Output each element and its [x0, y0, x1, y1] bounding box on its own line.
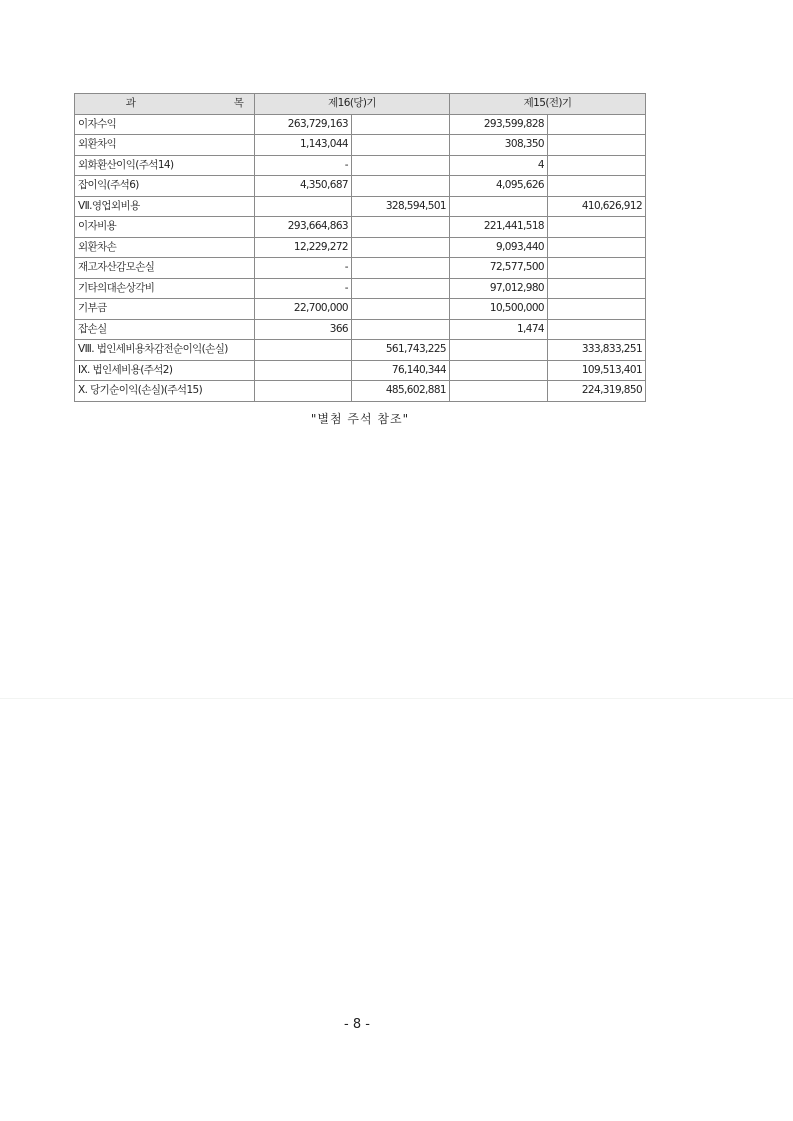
previous-total: 224,319,850: [548, 381, 646, 402]
row-label: 기타의대손상각비: [75, 278, 255, 299]
current-total: [352, 258, 450, 279]
row-label: 잡이익(주석6): [75, 176, 255, 197]
row-label: Ⅸ. 법인세비용(주석2): [75, 360, 255, 381]
row-label: 잡손실: [75, 319, 255, 340]
previous-subamount: 9,093,440: [450, 237, 548, 258]
previous-subamount: 1,474: [450, 319, 548, 340]
current-total: 76,140,344: [352, 360, 450, 381]
previous-subamount: 72,577,500: [450, 258, 548, 279]
row-label: Ⅶ.영업외비용: [75, 196, 255, 217]
income-statement-table: [74, 93, 646, 402]
table-row: [75, 217, 646, 238]
previous-subamount: [450, 360, 548, 381]
notes-reference: "별첨 주석 참조": [310, 412, 410, 426]
current-total: [352, 319, 450, 340]
row-label: 외화환산이익(주석14): [75, 155, 255, 176]
current-total: 328,594,501: [352, 196, 450, 217]
table-header-row: [75, 94, 646, 115]
current-total: [352, 135, 450, 156]
previous-subamount: 221,441,518: [450, 217, 548, 238]
current-total: [352, 155, 450, 176]
previous-total: 410,626,912: [548, 196, 646, 217]
current-subamount: 22,700,000: [255, 299, 352, 320]
current-subamount: [255, 360, 352, 381]
subject-header: [75, 94, 255, 115]
table-row: [75, 196, 646, 217]
current-subamount: 366: [255, 319, 352, 340]
current-subamount: -: [255, 258, 352, 279]
current-period-header: 제16(당)기: [255, 94, 450, 115]
current-total: [352, 217, 450, 238]
previous-total: [548, 278, 646, 299]
row-label: 이자수익: [75, 114, 255, 135]
current-total: [352, 237, 450, 258]
table-row: [75, 258, 646, 279]
row-label: 이자비용: [75, 217, 255, 238]
current-subamount: -: [255, 155, 352, 176]
previous-total: [548, 155, 646, 176]
previous-total: [548, 217, 646, 238]
previous-subamount: 10,500,000: [450, 299, 548, 320]
scan-divider-line: [0, 698, 793, 699]
current-total: [352, 299, 450, 320]
current-subamount: 263,729,163: [255, 114, 352, 135]
current-total: [352, 114, 450, 135]
row-label: 재고자산감모손실: [75, 258, 255, 279]
previous-total: [548, 237, 646, 258]
subject-header-part1: 과: [125, 97, 136, 110]
current-subamount: 12,229,272: [255, 237, 352, 258]
previous-subamount: 308,350: [450, 135, 548, 156]
current-subamount: 1,143,044: [255, 135, 352, 156]
previous-total: [548, 258, 646, 279]
previous-total: [548, 135, 646, 156]
table-row: [75, 135, 646, 156]
current-subamount: 4,350,687: [255, 176, 352, 197]
current-total: 561,743,225: [352, 340, 450, 361]
table-row: [75, 237, 646, 258]
previous-total: [548, 176, 646, 197]
table-row: [75, 278, 646, 299]
previous-total: [548, 299, 646, 320]
current-subamount: [255, 381, 352, 402]
previous-subamount: [450, 381, 548, 402]
table-row: [75, 176, 646, 197]
row-label: Ⅷ. 법인세비용차감전순이익(손실): [75, 340, 255, 361]
previous-subamount: 97,012,980: [450, 278, 548, 299]
previous-subamount: [450, 340, 548, 361]
current-subamount: [255, 340, 352, 361]
row-label: 외환차손: [75, 237, 255, 258]
table-row: [75, 360, 646, 381]
previous-subamount: 4,095,626: [450, 176, 548, 197]
previous-subamount: 293,599,828: [450, 114, 548, 135]
table-row: [75, 381, 646, 402]
previous-total: [548, 114, 646, 135]
current-total: [352, 278, 450, 299]
previous-total: 109,513,401: [548, 360, 646, 381]
subject-header-part2: 목: [233, 97, 244, 110]
previous-total: 333,833,251: [548, 340, 646, 361]
page-number: - 8 -: [344, 1017, 370, 1032]
table-row: [75, 155, 646, 176]
table-row: [75, 319, 646, 340]
current-subamount: 293,664,863: [255, 217, 352, 238]
table-row: [75, 299, 646, 320]
current-subamount: -: [255, 278, 352, 299]
table-row: [75, 114, 646, 135]
row-label: 외환차익: [75, 135, 255, 156]
table-body: [75, 114, 646, 401]
row-label: 기부금: [75, 299, 255, 320]
current-total: [352, 176, 450, 197]
current-subamount: [255, 196, 352, 217]
table-row: [75, 340, 646, 361]
current-total: 485,602,881: [352, 381, 450, 402]
previous-subamount: [450, 196, 548, 217]
previous-subamount: 4: [450, 155, 548, 176]
previous-total: [548, 319, 646, 340]
previous-period-header: 제15(전)기: [450, 94, 646, 115]
row-label: Ⅹ. 당기순이익(손실)(주석15): [75, 381, 255, 402]
